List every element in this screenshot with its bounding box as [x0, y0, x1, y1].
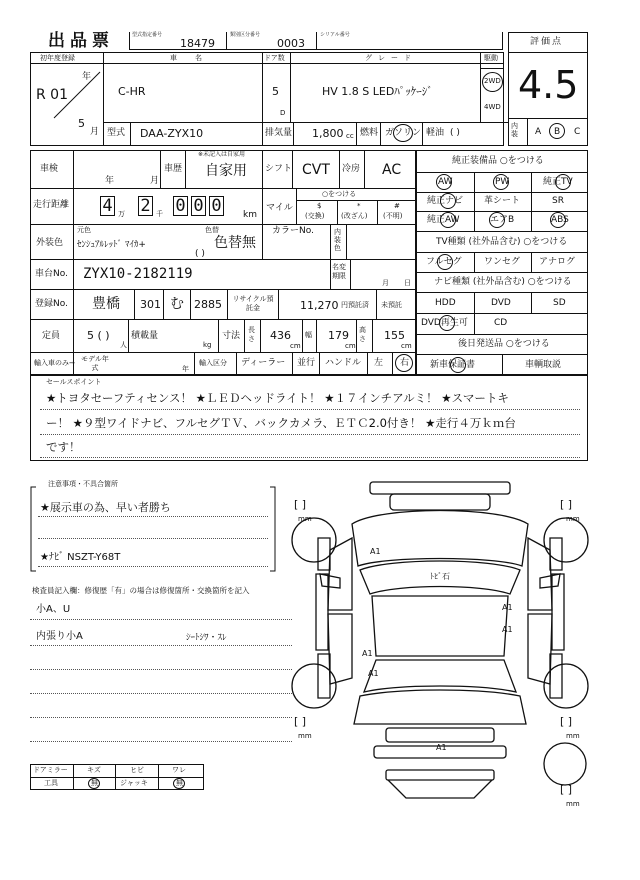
katashiki-value: 18479 [180, 37, 215, 50]
mileage-digit-2: 2 [138, 196, 153, 216]
reg-month: 5 [78, 117, 85, 130]
hgt-cm: cm [401, 342, 412, 350]
yunyu-kubun-label: 輸入区分 [199, 359, 227, 367]
sales-line-3: です！ [46, 440, 81, 454]
reg-kana: む [170, 296, 184, 312]
shodo-label: 初年度登録 [40, 54, 75, 62]
fumei-label: (不明) [383, 212, 403, 220]
shareki-label: 車歴 [164, 164, 183, 174]
sekisai-label: 積載量 [131, 331, 159, 341]
equip-pw-circle [493, 174, 509, 190]
colorno-label: カラーNo. [272, 226, 314, 236]
equip-pw: PW [495, 177, 510, 187]
tv-title: TV種類 (社外品含む) ○をつける [436, 237, 568, 247]
acc-h1: ドアミラー [33, 766, 68, 774]
mm-right-rear: mm [566, 732, 580, 740]
disp-label: 排気量 [265, 128, 293, 138]
tv-oneseg: ワンセグ [484, 257, 521, 267]
hyoka-label: 評価点 [530, 37, 564, 47]
sen-unit: 千 [156, 210, 163, 218]
navi-hdd: HDD [435, 298, 456, 308]
model-value: DAA-ZYX10 [140, 127, 204, 140]
equip-aw-circle [436, 174, 452, 190]
later-title: 後日発送品 ○をつける [458, 339, 550, 349]
len-label: 長さ [248, 326, 255, 343]
len-cm: cm [290, 342, 301, 350]
ruibetsu-label: 類別区分番号 [230, 32, 261, 38]
navi-dvd-play-circle [439, 315, 455, 331]
equip-abs: ABS [551, 215, 569, 225]
sunpo-label: 寸法 [222, 331, 241, 341]
inspector-line-2b: ｼｰﾄｼﾜ・ｽﾚ [186, 633, 227, 643]
recycle-value: 11,270 [300, 299, 339, 312]
equip-airbag: エアB [490, 215, 515, 225]
damage-mark-1: A1 [370, 547, 381, 556]
doors-value: 5 [272, 85, 279, 98]
wid-cm: cm [345, 342, 356, 350]
teiin-value: 5 ( ) [87, 329, 110, 342]
meigi-month: 月 [382, 279, 389, 287]
handle-left: 左 [374, 358, 384, 368]
mileage-digit-1: 4 [100, 196, 115, 216]
model-year-label: モデル年式 [81, 355, 109, 372]
chassis-label: 車台No. [35, 269, 68, 279]
fuel-label: 燃料 [360, 128, 379, 138]
man-unit: 万 [118, 210, 125, 218]
bracket-left-front: [ ] [294, 498, 307, 511]
equip-tv-circle [555, 174, 571, 190]
acc-r1: 工具 [44, 779, 58, 787]
handle-label: ハンドル [325, 358, 362, 368]
equip-navi-circle [440, 193, 456, 209]
acc-r4: 無 [176, 779, 183, 787]
bracket-spare: [ ] [560, 783, 573, 796]
car-damage-diagram [290, 478, 590, 808]
reg-label: 登録No. [35, 299, 68, 309]
fuel-circle [393, 124, 413, 142]
shareki-note: ※未記入は自家用 [198, 151, 246, 158]
model-label: 型式 [107, 128, 126, 138]
shaken-year-unit: 年 [105, 176, 115, 186]
drive-2wd-circle [482, 72, 503, 92]
acc-h3: ヒビ [130, 766, 144, 774]
meigi-day: 日 [404, 279, 411, 287]
sales-label: セールスポイント [46, 378, 102, 386]
acc-r3: ジャッキ [120, 779, 148, 787]
notes-line-2: ★ﾅﾋﾞ NSZT-Y68T [40, 552, 121, 563]
acc-h4: ワレ [172, 766, 186, 774]
navi-title: ナビ種類 (社外品含む) ○をつける [434, 277, 572, 287]
doors-suffix: D [280, 109, 286, 117]
reibo-value: AC [382, 162, 402, 178]
mark-note: ○をつける [322, 190, 357, 198]
keiyu-label: 軽油 [426, 128, 445, 138]
model-year-unit: 年 [182, 365, 189, 373]
tv-fullseg: フルセグ [426, 257, 462, 267]
fuel-value: ガソリン [385, 128, 422, 138]
later-warranty: 新車保証書 [430, 360, 476, 370]
katashiki-label: 型式指定番号 [132, 32, 163, 38]
mm-spare: mm [566, 800, 580, 808]
shift-value: CVT [302, 162, 330, 178]
naiso-label: 内装色 [334, 228, 341, 252]
grade-label: グレード [365, 54, 417, 62]
heiko-label: 並行 [297, 358, 316, 368]
meigi-label: 名変期限 [332, 263, 346, 280]
damage-mark-6: A1 [436, 743, 447, 752]
equip-leather: 革シート [484, 196, 521, 206]
tv-fullseg-circle [437, 254, 453, 270]
mileage-label: 走行距離 [33, 200, 70, 210]
teiin-unit: 人 [120, 341, 127, 349]
notes-label: 注意事項・不具合箇所 [48, 480, 118, 488]
teiin-label: 定員 [42, 331, 61, 341]
genuine-title: 純正装備品 ○をつける [452, 156, 544, 166]
later-manual: 車輌取説 [525, 360, 562, 370]
mile-label: マイル [266, 203, 293, 213]
disp-unit: cc [346, 132, 354, 140]
import-label: 輸入車のみ→ [34, 359, 75, 367]
damage-mark-4: A1 [362, 649, 373, 658]
notes-line-1: ★展示車の為、早い者勝ち [40, 501, 171, 514]
shaken-month-unit: 月 [150, 176, 160, 186]
ruibetsu-value: 0003 [277, 37, 305, 50]
shift-label: シフト [265, 164, 293, 174]
reg-class: 301 [140, 298, 161, 311]
equip-airbag-circle [489, 212, 505, 228]
shamei-value: C-HR [118, 85, 146, 98]
grade-value: HV 1.8 S LEDﾊﾟｯｹｰｼﾞ [322, 85, 433, 98]
chassis-value: ZYX10-2182119 [83, 266, 193, 282]
reg-area: 豊橋 [92, 296, 120, 312]
km-unit: km [243, 210, 257, 220]
acc-r2-circle [88, 778, 100, 789]
drive-label: 駆動 [484, 54, 498, 62]
shareki-value: 自家用 [205, 163, 247, 179]
iroban-paren: ( ) [195, 249, 205, 259]
kaizan-label: (改ざん) [341, 212, 368, 220]
fuel-other: ( ) [450, 128, 460, 138]
equip-genuine-aw-circle [440, 212, 456, 228]
drive-4wd: 4WD [484, 103, 501, 111]
acc-h2: キズ [87, 766, 101, 774]
year-unit: 年 [82, 72, 92, 82]
len-value: 436 [270, 329, 291, 342]
mm-left-rear: mm [298, 732, 312, 740]
equip-abs-circle [550, 212, 566, 228]
later-warranty-circle [450, 357, 466, 373]
mileage-digit-3: 0 [173, 196, 188, 216]
equip-tv: 純正TV [543, 177, 573, 187]
reg-num: 2885 [194, 298, 222, 311]
bracket-left-rear: [ ] [294, 715, 307, 728]
inspector-label: 検査員記入欄：修復歴「有」の場合は修復箇所・交換箇所を記入 [32, 586, 250, 595]
damage-mark-2: A1 [502, 603, 513, 612]
navi-dvd: DVD [491, 298, 511, 308]
naigai-label: 内装 [511, 122, 518, 138]
exch-label: (交換) [305, 212, 325, 220]
inspector-line-1: 小A、U [36, 604, 71, 615]
recycle-status: 未預託 [381, 301, 402, 309]
color-value: ｾﾝｼｭｱﾙﾚｯﾄﾞ ﾏｲｶ+ [77, 240, 146, 250]
mm-left-front: mm [298, 515, 312, 523]
dealer-label: ディーラー [241, 358, 286, 368]
kaizan-sym: * [357, 202, 361, 210]
naigai-c: C [574, 127, 581, 137]
sales-line-2: ー！ ★９型ワイドナビ、フルセグＴＶ、バックカメラ、ＥＴＣ2.0付き！ ★走行４万ｋｍ台 [46, 416, 516, 430]
mileage-digit-4: 0 [191, 196, 206, 216]
equip-genuine-aw: 純正AW [427, 215, 460, 225]
hyoka-value: 4.5 [518, 63, 579, 107]
sekisai-unit: kg [203, 341, 212, 349]
iroban-label: 色替 [205, 226, 219, 234]
acc-r2: 無 [91, 779, 98, 787]
bracket-right-front: [ ] [560, 498, 573, 511]
shamei-label: 車名 [170, 54, 220, 62]
damage-mark-5: A1 [368, 669, 379, 678]
wid-value: 179 [328, 329, 349, 342]
naigai-b-circle [549, 123, 565, 139]
acc-r4-circle [173, 778, 185, 789]
fumei-sym: # [394, 202, 400, 210]
wid-label: 幅 [305, 331, 312, 339]
handle-right: 右 [400, 358, 410, 368]
naigai-b: B [554, 127, 561, 137]
recycle-unit: 円預託済 [341, 301, 369, 309]
inspector-line-2a: 内張り小A [36, 631, 83, 642]
sales-line-1: ★トヨタセーフティセンス！ ★ＬＥＤヘッドライト！ ★１７インチアルミ！ ★スマートキ [46, 391, 509, 405]
mileage-digit-5: 0 [209, 196, 224, 216]
navi-dvd-play: DVD再生可 [421, 318, 468, 328]
naigai-a: A [535, 127, 542, 137]
hgt-value: 155 [384, 329, 405, 342]
equip-navi: 純正ナビ [427, 196, 464, 206]
color-label: 外装色 [36, 238, 64, 248]
bracket-right-rear: [ ] [560, 715, 573, 728]
mm-right-front: mm [566, 515, 580, 523]
damage-mark-roof: ﾄﾋﾞ石 [430, 572, 450, 581]
color-sub: 元色 [77, 226, 91, 234]
equip-sr: SR [552, 196, 564, 206]
doors-label: ドア数 [264, 54, 285, 62]
damage-mark-3: A1 [502, 625, 513, 634]
handle-right-circle [395, 354, 413, 372]
navi-cd: CD [494, 318, 508, 328]
exch-sym: $ [317, 202, 322, 210]
era-year: R 01 [36, 87, 68, 103]
serial-label: シリアル番号 [320, 32, 350, 38]
iroban-value: 色替無 [214, 235, 256, 251]
page-title: 出品票 [48, 31, 114, 51]
navi-sd: SD [553, 298, 566, 308]
tv-analog: アナログ [539, 257, 576, 267]
month-unit: 月 [90, 127, 100, 137]
reibo-label: 冷房 [342, 164, 361, 174]
equip-aw: AW [438, 177, 453, 187]
hgt-label: 高さ [359, 326, 366, 343]
disp-value: 1,800 [312, 127, 344, 140]
drive-2wd: 2WD [484, 77, 501, 85]
recycle-label: リサイクル預託金 [232, 295, 274, 312]
shaken-label: 車検 [40, 164, 59, 174]
